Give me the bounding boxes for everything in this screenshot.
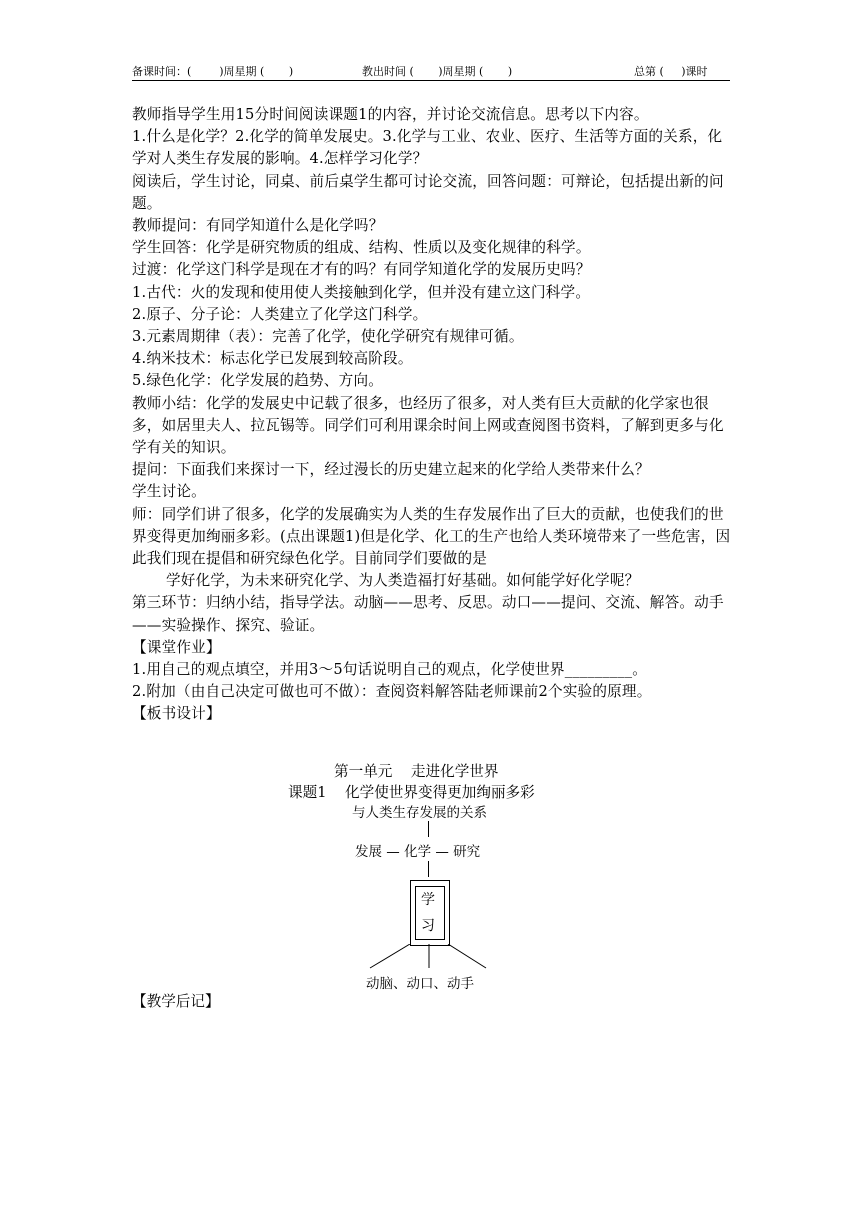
homework-item: 1.用自己的观点填空，并用3～5句话说明自己的观点，化学使世界_________。 — [132, 661, 647, 679]
section-heading-board: 【板书设计】 — [132, 705, 221, 723]
paragraph: 学生回答：化学是研究物质的组成、结构、性质以及变化规律的科学。 — [132, 239, 591, 257]
board-lesson-title: 课题1 化学使世界变得更加绚丽多彩 — [288, 784, 535, 801]
section-heading-homework: 【课堂作业】 — [132, 638, 221, 656]
diagram-middle-row: 发展 — 化学 — 研究 — [355, 844, 481, 860]
diagram-top-node: 与人类生存发展的关系 — [352, 805, 487, 821]
paragraph: 过渡：化学这门科学是现在才有的吗？有同学知道化学的发展历史吗？ — [132, 261, 591, 279]
paragraph: 1.什么是化学？2.化学的简单发展史。3.化学与工业、农业、医疗、生活等方面的关系，化学对人类生存发展的影响。4.怎样学习化学？ — [132, 128, 723, 168]
connector-line — [428, 861, 429, 877]
connector-line — [428, 821, 429, 837]
paragraph: 提问：下面我们来探讨一下，经过漫长的历史建立起来的化学给人类带来什么？ — [132, 461, 650, 479]
paragraph: 师：同学们讲了很多，化学的发展确实为人类的生存发展作出了巨大的贡献，也使我们的世界变得更加绚丽多彩。(点出课题1)但是化学、化工的生产也给人类环境带来了一些危害，因此我们现在提倡和研究绿色化学。目前同学们要做的是 — [132, 505, 731, 568]
history-item: 4.纳米技术：标志化学已发展到较高阶段。 — [132, 350, 413, 368]
history-item: 5.绿色化学：化学发展的趋势、方向。 — [132, 372, 384, 390]
homework-item: 2.附加（由自己决定可做也可不做）：查阅资料解答陆老师课前2个实验的原理。 — [132, 683, 652, 701]
section-heading-postscript: 【教学后记】 — [132, 993, 220, 1010]
lesson-number-label: 总第 ( )课时 — [634, 65, 708, 78]
paragraph: 教师提问：有同学知道什么是化学吗？ — [132, 217, 384, 235]
teach-time-label: 教出时间 ( )周星期 ( ) — [362, 65, 513, 78]
paragraph: 第三环节：归纳小结，指导学法。动脑——思考、反思。动口——提问、交流、解答。动手——实验操作、探究、验证。 — [132, 594, 724, 634]
board-unit-title: 第一单元 走进化学世界 — [334, 763, 499, 780]
paragraph: 学生讨论。 — [132, 483, 206, 501]
indented-line: 学好化学，为未来研究化学、为人类造福打好基础。如何能学好化学呢？ — [166, 572, 640, 590]
paragraph: 教师指导学生用15分时间阅读课题1的内容，并讨论交流信息。思考以下内容。 — [132, 106, 649, 123]
history-item: 2.原子、分子论：人类建立了化学这门科学。 — [132, 305, 428, 323]
branch-lines — [360, 944, 500, 970]
lesson-body — [132, 104, 732, 726]
paragraph: 教师小结：化学的发展史中记载了很多，也经历了很多，对人类有巨大贡献的化学家也很多，如居里夫人、拉瓦锡等。同学们可利用课余时间上网或查阅图书资料，了解到更多与化学有关的知识。 — [132, 394, 724, 457]
diagram-bottom-node: 动脑、动口、动手 — [366, 976, 474, 992]
prep-time-label: 备课时间：( )周星期 ( ) — [132, 65, 294, 78]
page-header — [132, 60, 730, 81]
study-char-1: 学 — [421, 892, 435, 908]
study-char-2: 习 — [421, 918, 435, 934]
history-item: 1.古代：火的发现和使用使人类接触到化学，但并没有建立这门科学。 — [132, 283, 591, 301]
history-item: 3.元素周期律（表）：完善了化学，使化学研究有规律可循。 — [132, 328, 524, 346]
paragraph: 阅读后，学生讨论，同桌、前后桌学生都可讨论交流，回答问题：可辩论，包括提出新的问题。 — [132, 172, 724, 212]
